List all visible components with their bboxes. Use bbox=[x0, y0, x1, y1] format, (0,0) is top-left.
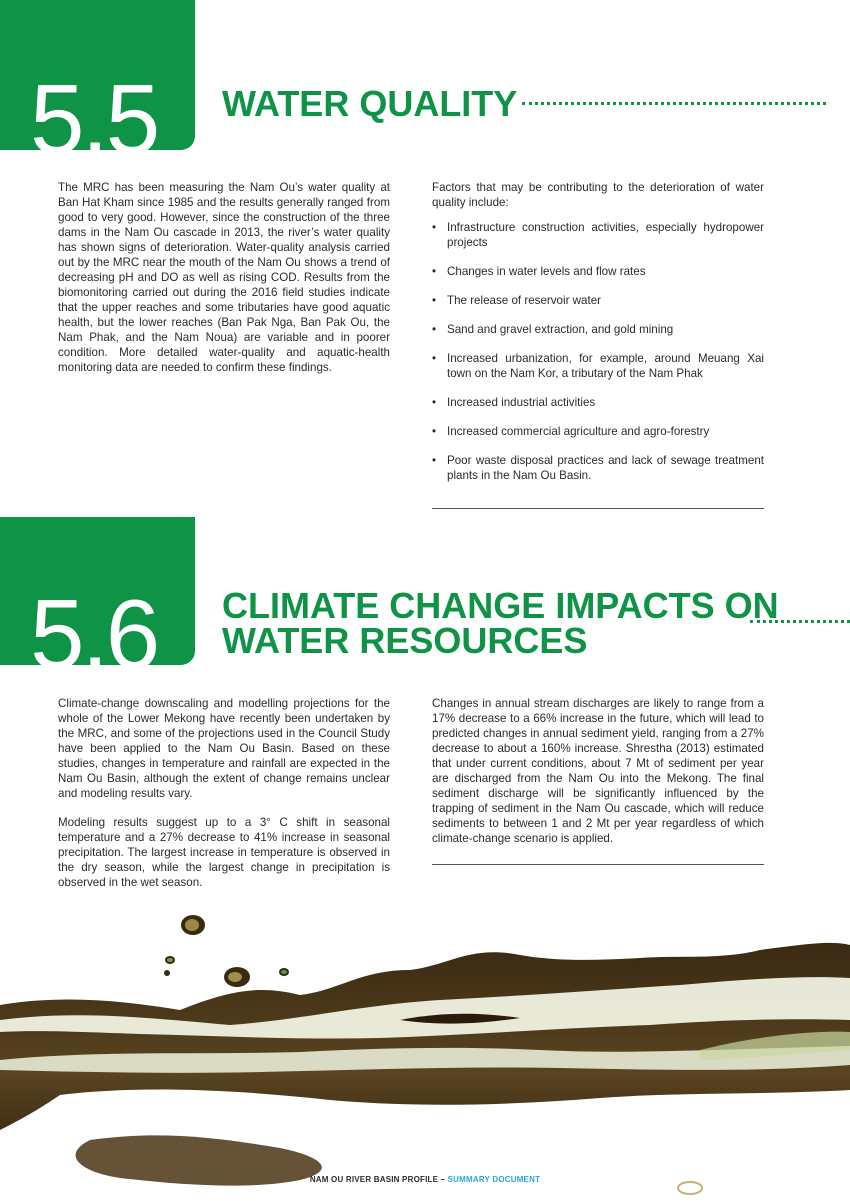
footer-title: NAM OU RIVER BASIN PROFILE – bbox=[309, 1175, 448, 1184]
bullet-icon: • bbox=[432, 396, 437, 409]
water-quality-text: The MRC has been measuring the Nam Ou’s water quality at Ban Hat Kham since 1985 and the results generally ranged from good to very good. However, since the construction of the three dams in the Nam Ou cascade in 2013, the river’s water quality has shown signs of deterioration. Water-quality analysis carried out by the MRC near the mouth of the Nam Ou shows a trend of decreasing pH and DO as well as rising COD. Results from the biomonitoring carried out during the 2016 field studies indicate that the upper reaches and some tributaries have good aquatic health, but the lower reaches (Ban Pak Nga, Ban Pak Ou, the Nam Phak, and the Nam Noua) are variable and in poorer condition. More detailed water-quality and aquatic-health monitoring data are needed to confirm these findings. bbox=[58, 181, 390, 374]
bullet-icon: • bbox=[432, 294, 437, 307]
section-5-5-title: WATER QUALITY bbox=[222, 83, 518, 124]
list-item: • Increased industrial activities bbox=[432, 396, 596, 409]
water-splash-illustration bbox=[0, 900, 850, 1202]
bullet-icon: • bbox=[432, 352, 437, 365]
section-5-6-number: 5.6 bbox=[30, 579, 158, 689]
water-quality-paragraph bbox=[58, 180, 390, 389]
droplet bbox=[164, 970, 170, 976]
bullet-icon: • bbox=[432, 323, 437, 336]
list-item: • Increased commercial agriculture and agro-forestry bbox=[432, 425, 710, 438]
climate-paragraph-3: Changes in annual stream discharges are likely to range from a 17% decrease to a 66% increase in the future, which will lead to predicted changes in annual sediment yield, ranging from a 27% decrease to about a 160% increase. Shrestha (2013) estimated that under current conditions, about 7 Mt of sediment per year are discharged from the Nam Ou into the Mekong. The final sediment discharge will be significantly influenced by the trapping of sediment in the Nam Ou cascade, which will reduce sediments to between 1 and 2 Mt per year regardless of which climate-change scenario is applied. bbox=[432, 697, 764, 845]
bullet-icon: • bbox=[432, 425, 437, 438]
page-number: 62 bbox=[52, 1160, 64, 1171]
footer-subtitle: SUMMARY DOCUMENT bbox=[447, 1175, 541, 1184]
climate-paragraph-1: Climate-change downscaling and modelling projections for the whole of the Lower Mekong have recently been undertaken by the MRC, and some of the projections used in the Council Study have been applied to the Nam Ou Basin. Based on these studies, changes in temperature and rainfall are expected in the Nam Ou Basin, although the extent of change remains unclear and modeling results vary. bbox=[58, 697, 390, 800]
climate-left-column bbox=[58, 696, 390, 904]
section-5-6-dotted-rule bbox=[750, 620, 850, 623]
list-item: • Infrastructure construction activities, especially hydropower projects bbox=[432, 221, 764, 249]
factors-column bbox=[432, 180, 764, 497]
footer-document-title bbox=[0, 1175, 850, 1184]
bullet-icon: • bbox=[432, 265, 437, 278]
factors-list bbox=[432, 220, 764, 483]
section-5-6-title-line-2: WATER RESOURCES bbox=[222, 620, 588, 661]
climate-right-column bbox=[432, 696, 764, 860]
list-item: • Increased urbanization, for example, around Meuang Xai town on the Nam Kor, a tributary of the Nam Phak bbox=[432, 352, 764, 380]
section-5-5-end-rule bbox=[432, 508, 764, 509]
bullet-icon: • bbox=[432, 454, 437, 467]
list-item: • Sand and gravel extraction, and gold mining bbox=[432, 323, 674, 336]
list-item: • The release of reservoir water bbox=[432, 294, 602, 307]
list-item: • Poor waste disposal practices and lack of sewage treatment plants in the Nam Ou Basin. bbox=[432, 454, 764, 482]
bullet-icon: • bbox=[432, 221, 437, 234]
section-5-6-title-line-1: CLIMATE CHANGE IMPACTS ON bbox=[222, 585, 779, 626]
section-5-5-dotted-rule bbox=[522, 102, 826, 105]
factors-intro: Factors that may be contributing to the deterioration of water quality include: bbox=[432, 181, 764, 209]
climate-paragraph-2: Modeling results suggest up to a 3° C shift in seasonal temperature and a 27% decrease to 41% increase in seasonal precipitation. The largest increase in temperature is observed in the dry season, while the largest change in precipitation is observed in the wet season. bbox=[58, 816, 390, 889]
section-5-6-end-rule bbox=[432, 864, 764, 865]
section-5-5-number: 5.5 bbox=[30, 64, 158, 174]
list-item: • Changes in water levels and flow rates bbox=[432, 265, 646, 278]
